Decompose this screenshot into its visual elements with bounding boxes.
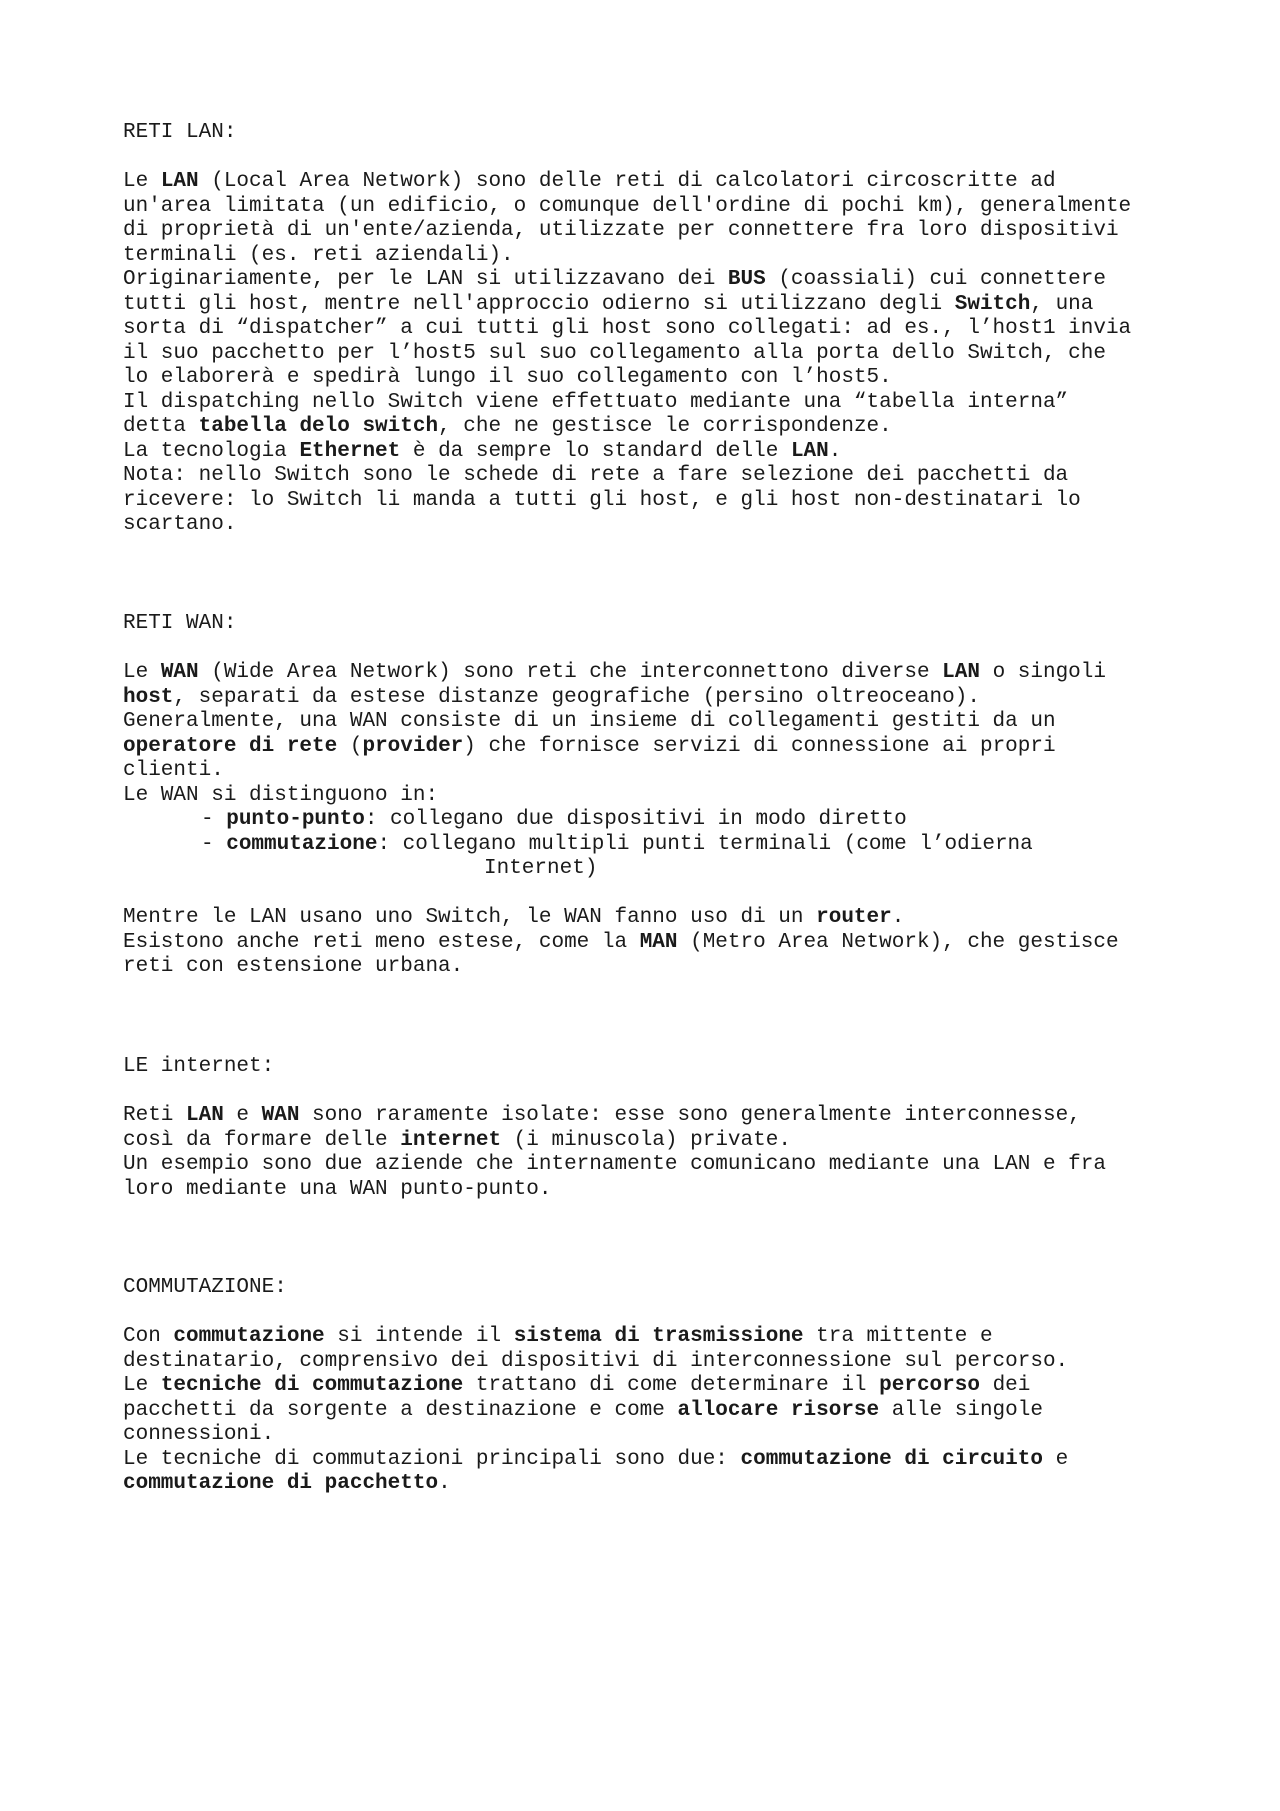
bold-term: commutazione di circuito (740, 1447, 1043, 1471)
bold-term: BUS (727, 268, 766, 291)
bold-term: WAN (261, 1104, 300, 1127)
text-run: : collegano due dispositivi in modo diretto (364, 808, 907, 831)
section-lan (123, 121, 1131, 538)
text-run: si intende il (324, 1325, 514, 1348)
text-run: Generalmente, una WAN consiste di un insieme di collegamenti gestiti da un (123, 710, 1056, 733)
text-run: clienti. (123, 759, 224, 782)
text-line (123, 710, 1119, 735)
bold-term: LAN (186, 1104, 224, 1127)
text-line (123, 1153, 1106, 1178)
text-run: tra mittente e (803, 1325, 993, 1348)
bold-term: router (816, 906, 892, 929)
bold-term: commutazione di pacchetto (123, 1472, 439, 1495)
text-run: (i minuscola) private. (501, 1128, 791, 1152)
text-line (123, 1350, 1068, 1375)
text-run: e (1042, 1447, 1069, 1471)
text-line (123, 1325, 1068, 1350)
text-run: (coassiali) cui connettere (765, 268, 1106, 291)
text-run: - (201, 832, 227, 856)
text-line (123, 1423, 1068, 1448)
text-line (123, 931, 1119, 956)
text-line (123, 1472, 1068, 1497)
text-run: trattano di come determinare il (463, 1374, 880, 1397)
text-run: il suo pacchetto per l’host5 sul suo collegamento alla porta dello Switch, che (123, 341, 1106, 365)
text-line (123, 857, 1119, 882)
text-run: e (223, 1104, 262, 1127)
section-heading: RETI WAN: (123, 612, 237, 635)
text-run: alle singole (879, 1398, 1043, 1422)
bold-term: host (123, 685, 174, 709)
section-internet (123, 1055, 1106, 1202)
bold-term: internet (400, 1128, 502, 1152)
text-line (123, 1104, 1106, 1129)
text-line (123, 293, 1131, 318)
bold-term: Switch (954, 292, 1031, 316)
text-line (123, 489, 1131, 514)
text-run: reti con estensione urbana. (123, 955, 464, 978)
text-run: Le (123, 661, 161, 684)
section-heading: COMMUTAZIONE: (123, 1276, 287, 1299)
text-run: ( (337, 734, 363, 758)
section-heading: RETI LAN: (123, 121, 237, 144)
text-line (123, 195, 1131, 220)
text-run: loro mediante una WAN punto-punto. (123, 1177, 552, 1201)
bold-term: tecniche di commutazione (160, 1374, 464, 1397)
bold-term: LAN (942, 661, 980, 684)
text-run: terminali (es. reti aziendali). (123, 243, 514, 267)
text-run: Un esempio sono due aziende che internamente comunicano mediante una LAN e fra (123, 1153, 1106, 1176)
text-run: (Local Area Network) sono delle reti di calcolatori circoscritte ad (198, 170, 1056, 193)
text-run: Esistono anche reti meno estese, come la (123, 930, 640, 954)
section-body-after (123, 906, 1119, 980)
bold-term: provider (362, 734, 464, 758)
text-line (123, 1448, 1068, 1473)
section-body (123, 1325, 1068, 1497)
section-wan (123, 612, 1119, 980)
text-line (123, 219, 1131, 244)
section-heading: LE internet: (123, 1055, 275, 1078)
text-run: . (828, 439, 842, 463)
text-run: La tecnologia (123, 439, 300, 463)
bold-term: MAN (639, 930, 678, 954)
text-run: sorta di “dispatcher” a cui tutti gli host sono collegati: ad es., l’host1 invia (123, 317, 1132, 340)
text-line (123, 808, 1119, 833)
text-line (123, 513, 1131, 538)
bold-term: LAN (160, 170, 199, 193)
text-run: , separati da estese distanze geografiche (persino oltreoceano). (173, 685, 980, 709)
bold-term: percorso (879, 1374, 980, 1397)
bold-term: LAN (790, 439, 829, 463)
text-line (123, 955, 1119, 980)
text-run: . (891, 906, 905, 929)
text-run: Il dispatching nello Switch viene effettuato mediante una “tabella interna” (123, 390, 1069, 414)
section-body (123, 170, 1131, 538)
section-body (123, 1104, 1106, 1202)
bold-term: Ethernet (299, 439, 401, 463)
bold-term: sistema di trasmissione (513, 1325, 804, 1348)
text-line (123, 440, 1131, 465)
text-run: sono raramente isolate: esse sono generalmente interconnesse, (299, 1104, 1081, 1127)
text-line (123, 342, 1131, 367)
section-body (123, 661, 1119, 808)
text-line (123, 1374, 1068, 1399)
bold-term: commutazione (226, 832, 378, 856)
text-run: o singoli (979, 661, 1106, 684)
text-run: (Metro Area Network), che gestisce (677, 930, 1119, 954)
text-run: . (438, 1472, 451, 1495)
bold-term: punto-punto (226, 808, 365, 831)
bold-term: WAN (160, 661, 199, 684)
text-line (123, 317, 1131, 342)
bold-term: operatore di rete (123, 734, 338, 758)
text-run: dei (979, 1374, 1031, 1397)
bullet-list (123, 808, 1119, 882)
text-run: Con (123, 1325, 174, 1348)
text-line (123, 759, 1119, 784)
text-run: ) che fornisce servizi di connessione ai propri (463, 734, 1056, 758)
text-line (123, 366, 1131, 391)
text-run: Le (123, 170, 161, 193)
text-run: , che ne gestisce le corrispondenze. (438, 415, 892, 438)
text-run: Nota: nello Switch sono le schede di rete a fare selezione dei pacchetti da (123, 464, 1069, 487)
text-run: è da sempre lo standard delle (400, 439, 791, 463)
text-run: connessioni. (123, 1423, 275, 1446)
text-run: Reti (123, 1104, 187, 1127)
text-run: , una (1030, 292, 1094, 316)
text-line (123, 735, 1119, 760)
text-line (123, 906, 1119, 931)
text-line (123, 1129, 1106, 1154)
bold-term: allocare risorse (677, 1398, 880, 1422)
text-run: Internet) (484, 857, 598, 880)
text-run: : collegano multipli punti terminali (come l’odierna (377, 832, 1033, 856)
text-run: di proprietà di un'ente/azienda, utilizzate per connettere fra loro dispositivi (123, 219, 1119, 242)
text-line (123, 833, 1119, 858)
text-run: destinatario, comprensivo dei dispositivi di interconnessione sul percorso. (123, 1349, 1069, 1373)
text-run: Le tecniche di commutazioni principali sono due: (123, 1447, 741, 1471)
text-line (123, 1399, 1068, 1424)
text-run: Mentre le LAN usano uno Switch, le WAN fanno uso di un (123, 906, 817, 929)
text-run: scartano. (123, 513, 237, 536)
text-run: Le WAN si distinguono in: (123, 783, 439, 807)
text-run: lo elaborerà e spedirà lungo il suo collegamento con l’host5. (123, 366, 892, 389)
text-run: (Wide Area Network) sono reti che interconnettono diverse (198, 661, 943, 684)
text-run: ricevere: lo Switch li manda a tutti gli host, e gli host non-destinatari lo (123, 488, 1081, 512)
text-run: un'area limitata (un edificio, o comunque dell'ordine di pochi km), generalmente (123, 194, 1132, 218)
text-run: tutti gli host, mentre nell'approccio odierno si utilizzano degli (123, 292, 955, 316)
text-run: pacchetti da sorgente a destinazione e come (123, 1398, 678, 1422)
text-line (123, 661, 1119, 686)
text-line (123, 1178, 1106, 1203)
text-run: Originariamente, per le LAN si utilizzavano dei (123, 268, 728, 291)
bold-term: commutazione (173, 1325, 325, 1348)
text-line (123, 686, 1119, 711)
text-line (123, 244, 1131, 269)
text-line (123, 170, 1131, 195)
text-line (123, 784, 1119, 809)
text-run: detta (123, 415, 199, 438)
text-run: Le (123, 1374, 161, 1397)
text-run: così da formare delle (123, 1128, 401, 1152)
bold-term: tabella delo switch (198, 415, 439, 438)
text-run: - (201, 808, 227, 831)
text-line (123, 268, 1131, 293)
text-line (123, 464, 1131, 489)
section-commutazione (123, 1276, 1068, 1497)
text-line (123, 415, 1131, 440)
text-line (123, 391, 1131, 416)
